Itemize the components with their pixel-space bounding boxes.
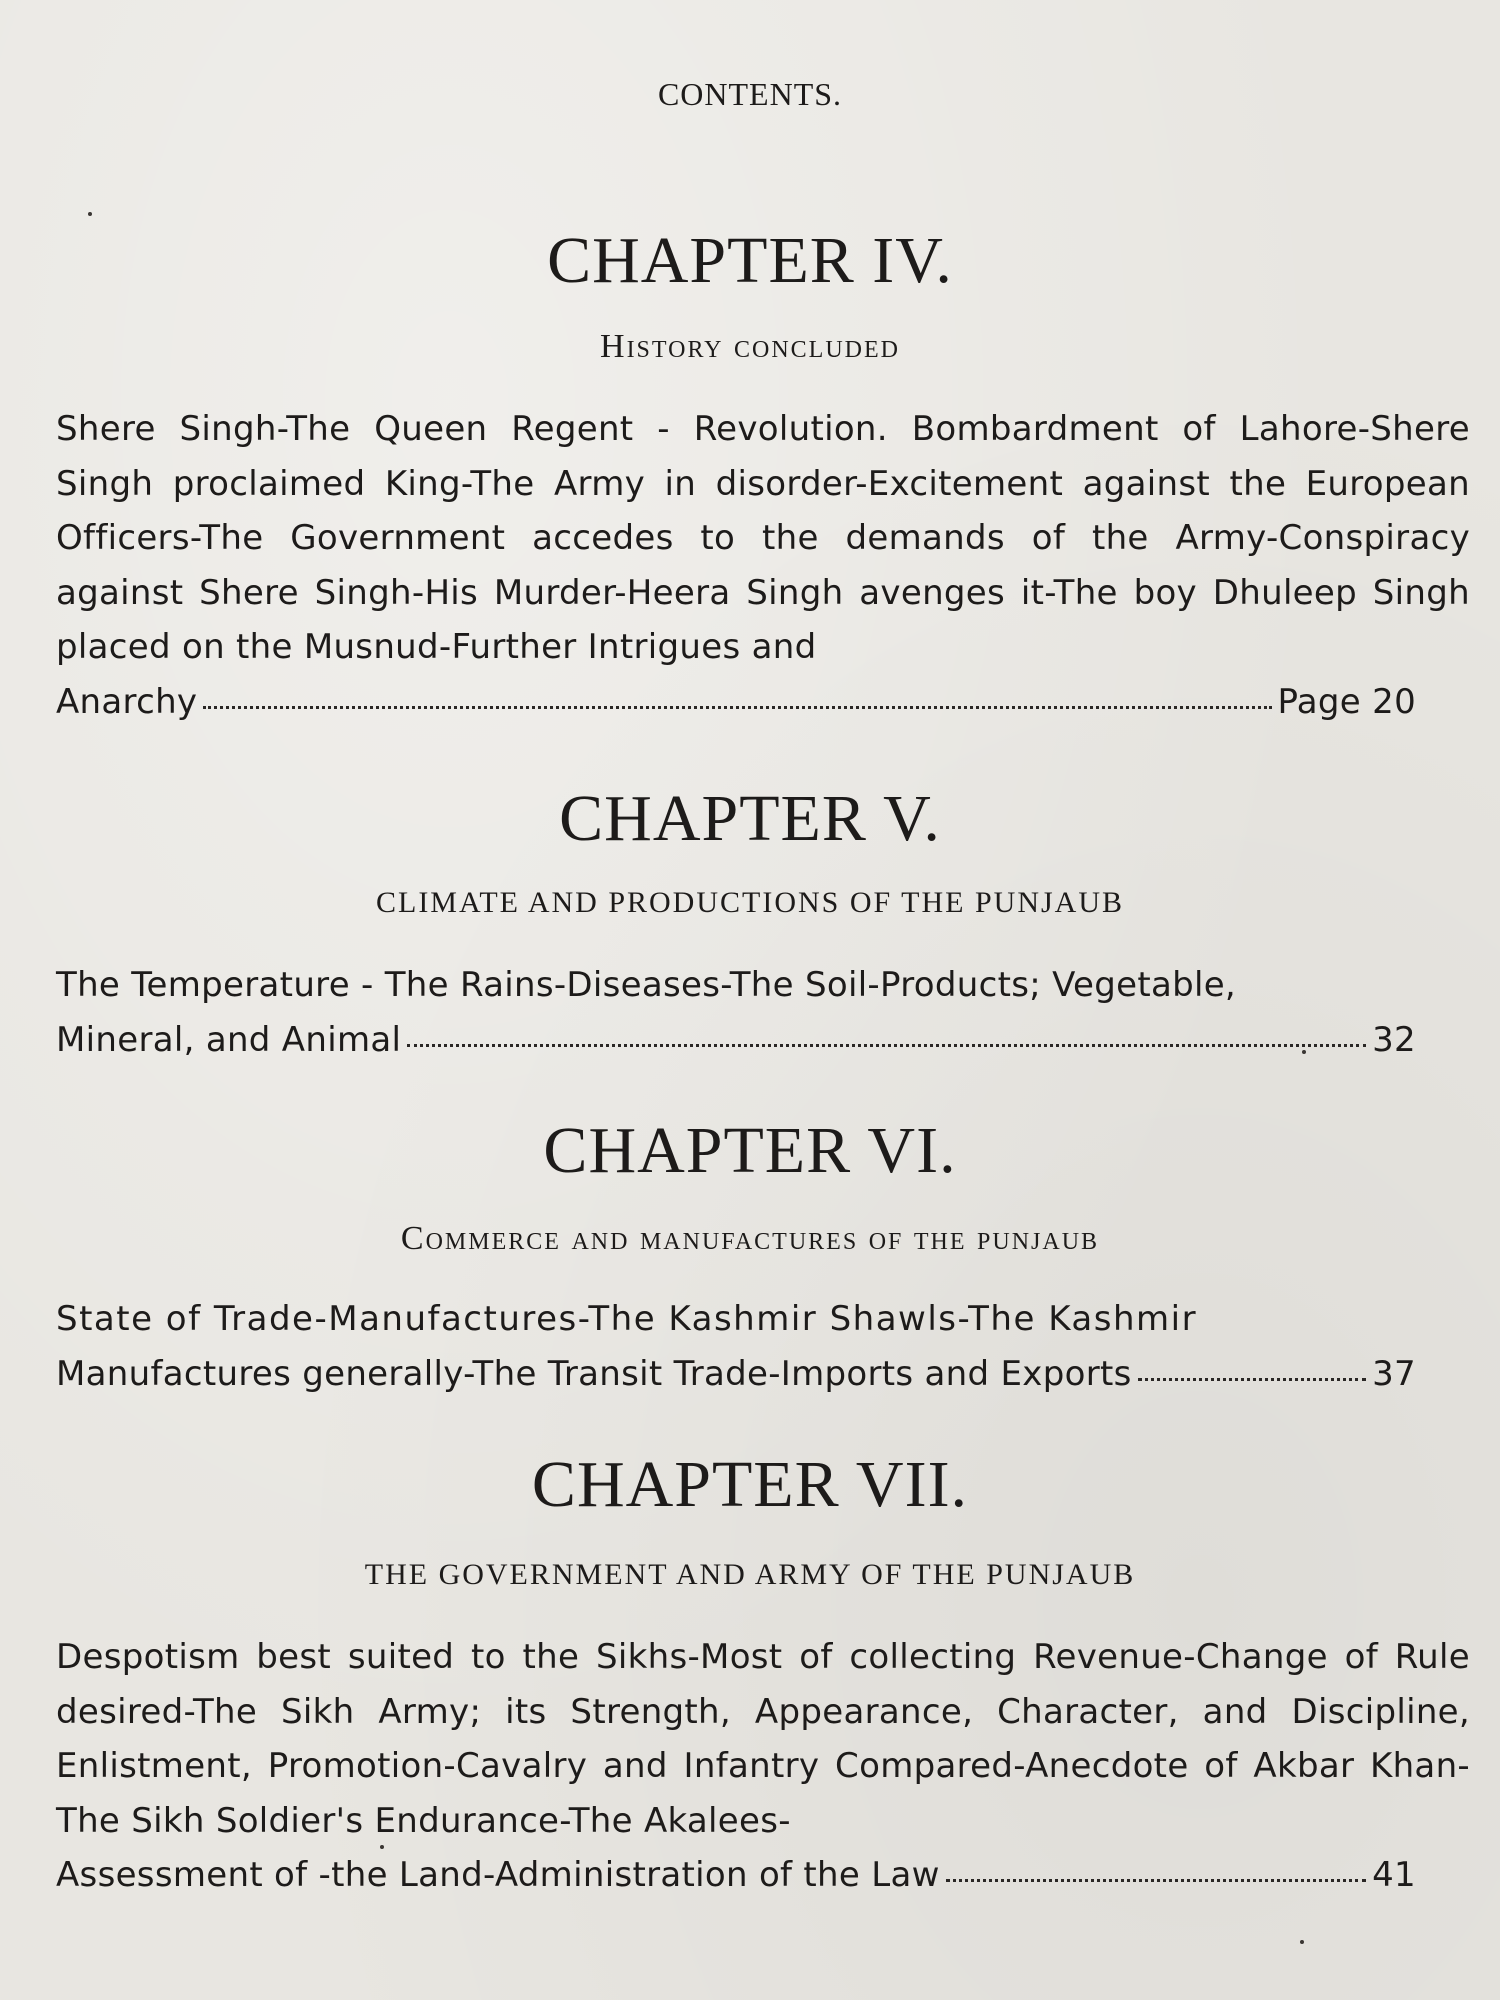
chapter-4-last-line: Anarchy [56, 681, 198, 722]
paper-speck [1300, 1940, 1304, 1944]
chapter-7-toc-line [56, 1848, 1416, 1903]
chapter-6-toc-line [56, 1347, 1416, 1402]
chapter-4-summary [56, 402, 1470, 729]
running-head: CONTENTS. [657, 76, 843, 112]
chapter-5-summary [56, 958, 1470, 1067]
paper-speck [1302, 1050, 1306, 1054]
chapter-4-page: Page 20 [1277, 681, 1416, 722]
chapter-4-body: Shere Singh-The Queen Regent - Revolution. Bombardment of Lahore-Shere Singh proclaimed King-The Army in disorder-Excitement against the European Officers-The Government accedes to the demands of the Army-Conspiracy against Shere Singh-His Murder-Heera Singh avenges it-The boy Dhuleep Singh placed on the Musnud-Further Intrigues and [56, 409, 1470, 667]
dot-leader [407, 1044, 1366, 1047]
chapter-5-toc-line [56, 1013, 1416, 1068]
dot-leader [946, 1879, 1366, 1882]
chapter-4-title: CHAPTER IV. [547, 224, 953, 297]
chapter-6-subtitle: Commerce and manufactures of the punjaub [400, 1220, 1100, 1257]
dot-leader [203, 706, 1271, 709]
paper-speck [88, 212, 92, 216]
chapter-4-subtitle: History concluded [600, 328, 900, 365]
dot-leader [1138, 1378, 1366, 1381]
chapter-5-last-line: Mineral, and Animal [56, 1019, 402, 1060]
chapter-4-toc-line [56, 675, 1416, 730]
chapter-6-page: 37 [1372, 1353, 1416, 1394]
chapter-7-body: Despotism best suited to the Sikhs-Most of collecting Revenue-Change of Rule desired-The Sikh Army; its Strength, Appearance, Character, and Discipline, Enlistment, Promotion-Cavalry and Infantry Compared-Anecdote of Akbar Khan-The Sikh Soldier's Endurance-The Akalees- [56, 1637, 1470, 1841]
chapter-5-page: 32 [1372, 1019, 1416, 1060]
paper-speck [380, 1845, 384, 1849]
chapter-6-last-line: Manufactures generally-The Transit Trade-Imports and Exports [56, 1353, 1132, 1394]
chapter-7-summary [56, 1630, 1470, 1903]
chapter-6-title: CHAPTER VI. [543, 1114, 957, 1187]
chapter-5-body: The Temperature - The Rains-Diseases-The Soil-Products; Vegetable, [56, 965, 1237, 1005]
chapter-6-summary [56, 1292, 1470, 1401]
chapter-7-last-line: Assessment of -the Land-Administration of the Law [56, 1855, 940, 1895]
chapter-7-subtitle: THE GOVERNMENT AND ARMY OF THE PUNJAUB [364, 1558, 1136, 1591]
chapter-7-title: CHAPTER VII. [531, 1448, 969, 1521]
chapter-5-title: CHAPTER V. [559, 782, 941, 855]
chapter-7-page: 41 [1372, 1855, 1416, 1895]
chapter-6-body: State of Trade-Manufactures-The Kashmir Shawls-The Kashmir [56, 1299, 1198, 1339]
chapter-5-subtitle: CLIMATE AND PRODUCTIONS OF THE PUNJAUB [375, 886, 1124, 919]
